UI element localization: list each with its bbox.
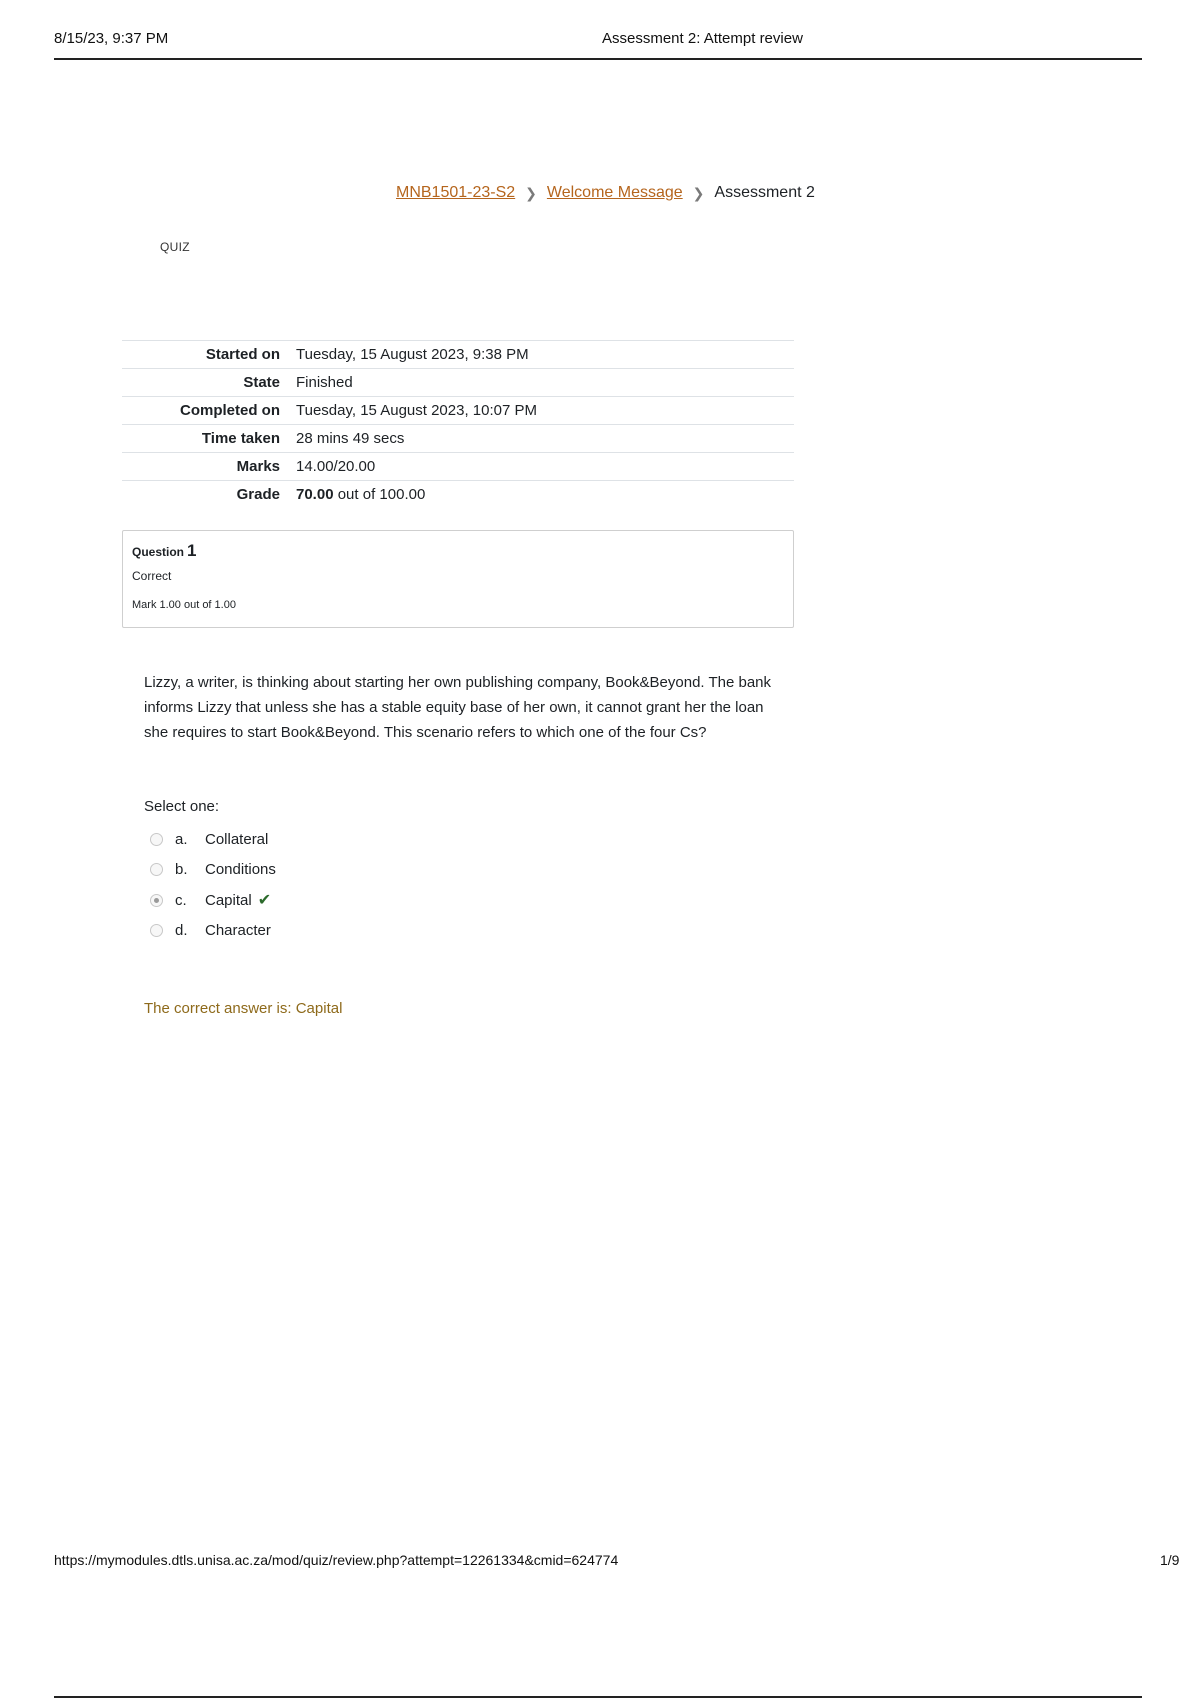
check-icon: ✔: [257, 892, 272, 910]
summary-row-time-taken: [122, 425, 794, 453]
summary-row-marks: [122, 453, 794, 481]
right-answer-feedback: The correct answer is: Capital: [144, 1000, 343, 1017]
radio-button-selected[interactable]: [150, 894, 163, 907]
radio-button[interactable]: [150, 924, 163, 937]
question-number: [132, 541, 196, 561]
answer-label: Character: [205, 922, 271, 940]
print-url: https://mymodules.dtls.unisa.ac.za/mod/quiz/review.php?attempt=12261334&cmid=624774: [54, 1552, 619, 1568]
radio-button[interactable]: [150, 863, 163, 876]
answer-letter: a.: [175, 830, 188, 848]
summary-label: Grade: [236, 486, 280, 503]
breadcrumb-link-welcome-message[interactable]: Welcome Message: [546, 184, 683, 201]
answer-option-c: [150, 885, 276, 916]
summary-row-completed-on: [122, 397, 794, 425]
attempt-summary-table: [122, 340, 794, 509]
radio-button[interactable]: [150, 833, 163, 846]
answer-label: Capital: [205, 891, 252, 909]
chevron-right-icon: ❯: [692, 184, 705, 201]
answer-letter: b.: [175, 861, 188, 879]
summary-label: Marks: [236, 458, 280, 475]
page-divider: [54, 1696, 1142, 1698]
chevron-right-icon: ❯: [525, 184, 537, 201]
answer-label: Collateral: [205, 830, 269, 848]
print-datetime: 8/15/23, 9:37 PM: [54, 30, 169, 47]
summary-row-started-on: [122, 341, 794, 369]
answer-prompt: Select one:: [144, 798, 220, 815]
answer-letter: c.: [175, 891, 187, 909]
summary-label: Started on: [205, 346, 280, 363]
answer-option-d: [150, 916, 276, 947]
print-page-number: 1/9: [1160, 1552, 1180, 1568]
summary-label: State: [243, 374, 280, 391]
print-page-title: Assessment 2: Attempt review: [602, 30, 803, 47]
question-text: Lizzy, a writer, is thinking about starting her own publishing company, Book&Beyond. The bank informs Lizzy that unless she has a stable equity base of her own, it cannot grant her the loan she requires to start Book&Beyond. This scenario refers to which one of the four Cs?: [144, 674, 772, 741]
summary-value: [296, 481, 794, 510]
activity-type-label: QUIZ: [160, 240, 190, 254]
summary-row-grade: [122, 481, 794, 510]
breadcrumb-link-course[interactable]: MNB1501-23-S2: [396, 184, 516, 201]
answer-options: [150, 824, 276, 946]
grade-value: 70.00: [296, 486, 334, 503]
answer-option-a: [150, 824, 276, 855]
question-number-label: Question: [132, 545, 185, 559]
question-number-value: 1: [187, 541, 197, 560]
summary-label: Completed on: [180, 402, 280, 419]
grade-suffix: out of 100.00: [333, 486, 426, 503]
print-header: [54, 28, 1142, 60]
summary-value: 14.00/20.00: [296, 458, 376, 475]
summary-value: Finished: [296, 374, 353, 391]
breadcrumb-current: Assessment 2: [714, 184, 815, 201]
answer-option-b: [150, 855, 276, 886]
question-grade: Mark 1.00 out of 1.00: [132, 599, 236, 611]
answer-letter: d.: [175, 922, 188, 940]
question-info-box: [122, 530, 794, 628]
answer-label: Conditions: [205, 861, 276, 879]
question-state: Correct: [132, 569, 172, 583]
summary-row-state: [122, 369, 794, 397]
summary-label: Time taken: [201, 430, 280, 447]
summary-value: Tuesday, 15 August 2023, 9:38 PM: [296, 346, 529, 363]
breadcrumb: [396, 184, 815, 202]
summary-value: Tuesday, 15 August 2023, 10:07 PM: [296, 402, 537, 419]
summary-value: 28 mins 49 secs: [296, 430, 405, 447]
